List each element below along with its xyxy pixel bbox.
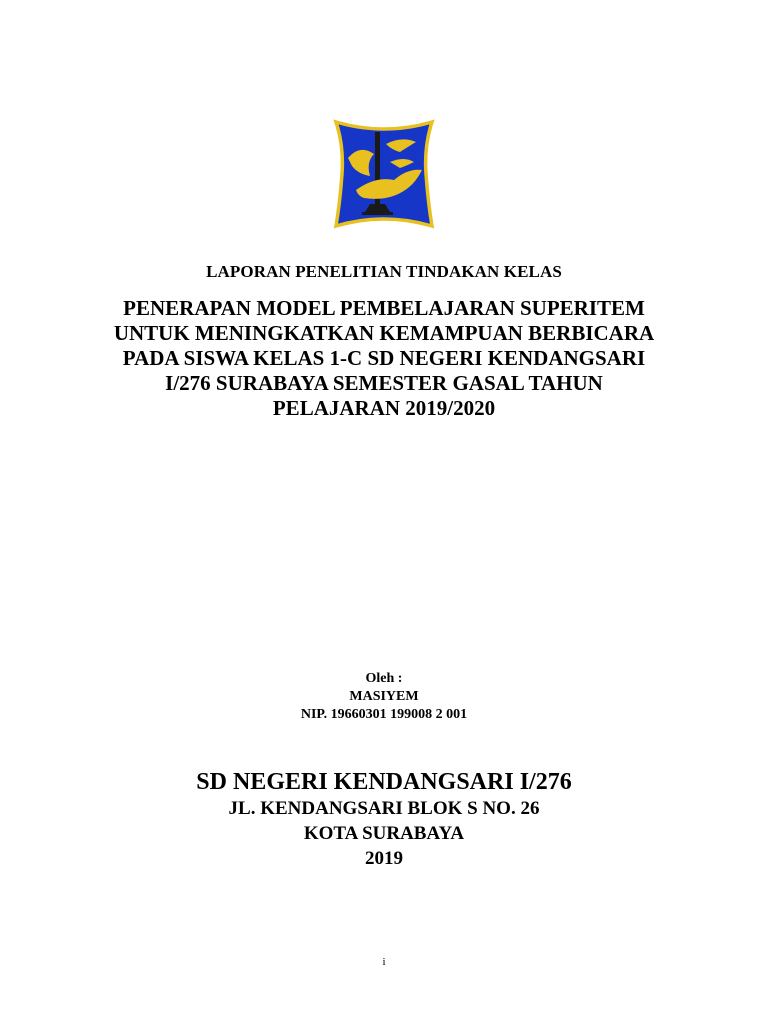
author-name: MASIYEM [349, 689, 419, 704]
author-nip: NIP. 19660301 199008 2 001 [300, 707, 468, 722]
title-line: I/276 SURABAYA SEMESTER GASAL TAHUN [165, 371, 603, 395]
title-line: PENERAPAN MODEL PEMBELAJARAN SUPERITEM [123, 296, 645, 320]
report-title [0, 296, 768, 421]
school-address [0, 796, 768, 871]
page-number: i [382, 956, 386, 968]
address-line: JL. KENDANGSARI BLOK S NO. 26 [228, 798, 540, 819]
address-line: 2019 [365, 848, 403, 869]
surabaya-city-emblem-icon [330, 118, 438, 230]
address-line: KOTA SURABAYA [303, 823, 465, 844]
school-name: SD NEGERI KENDANGSARI I/276 [196, 769, 572, 795]
author-block [0, 670, 768, 724]
by-label: Oleh : [365, 671, 403, 686]
title-line: PELAJARAN 2019/2020 [272, 396, 496, 420]
title-line: PADA SISWA KELAS 1-C SD NEGERI KENDANGSARI [122, 346, 646, 370]
report-type-heading: LAPORAN PENELITIAN TINDAKAN KELAS [206, 262, 562, 281]
title-line: UNTUK MENINGKATKAN KEMAMPUAN BERBICARA [113, 321, 655, 345]
